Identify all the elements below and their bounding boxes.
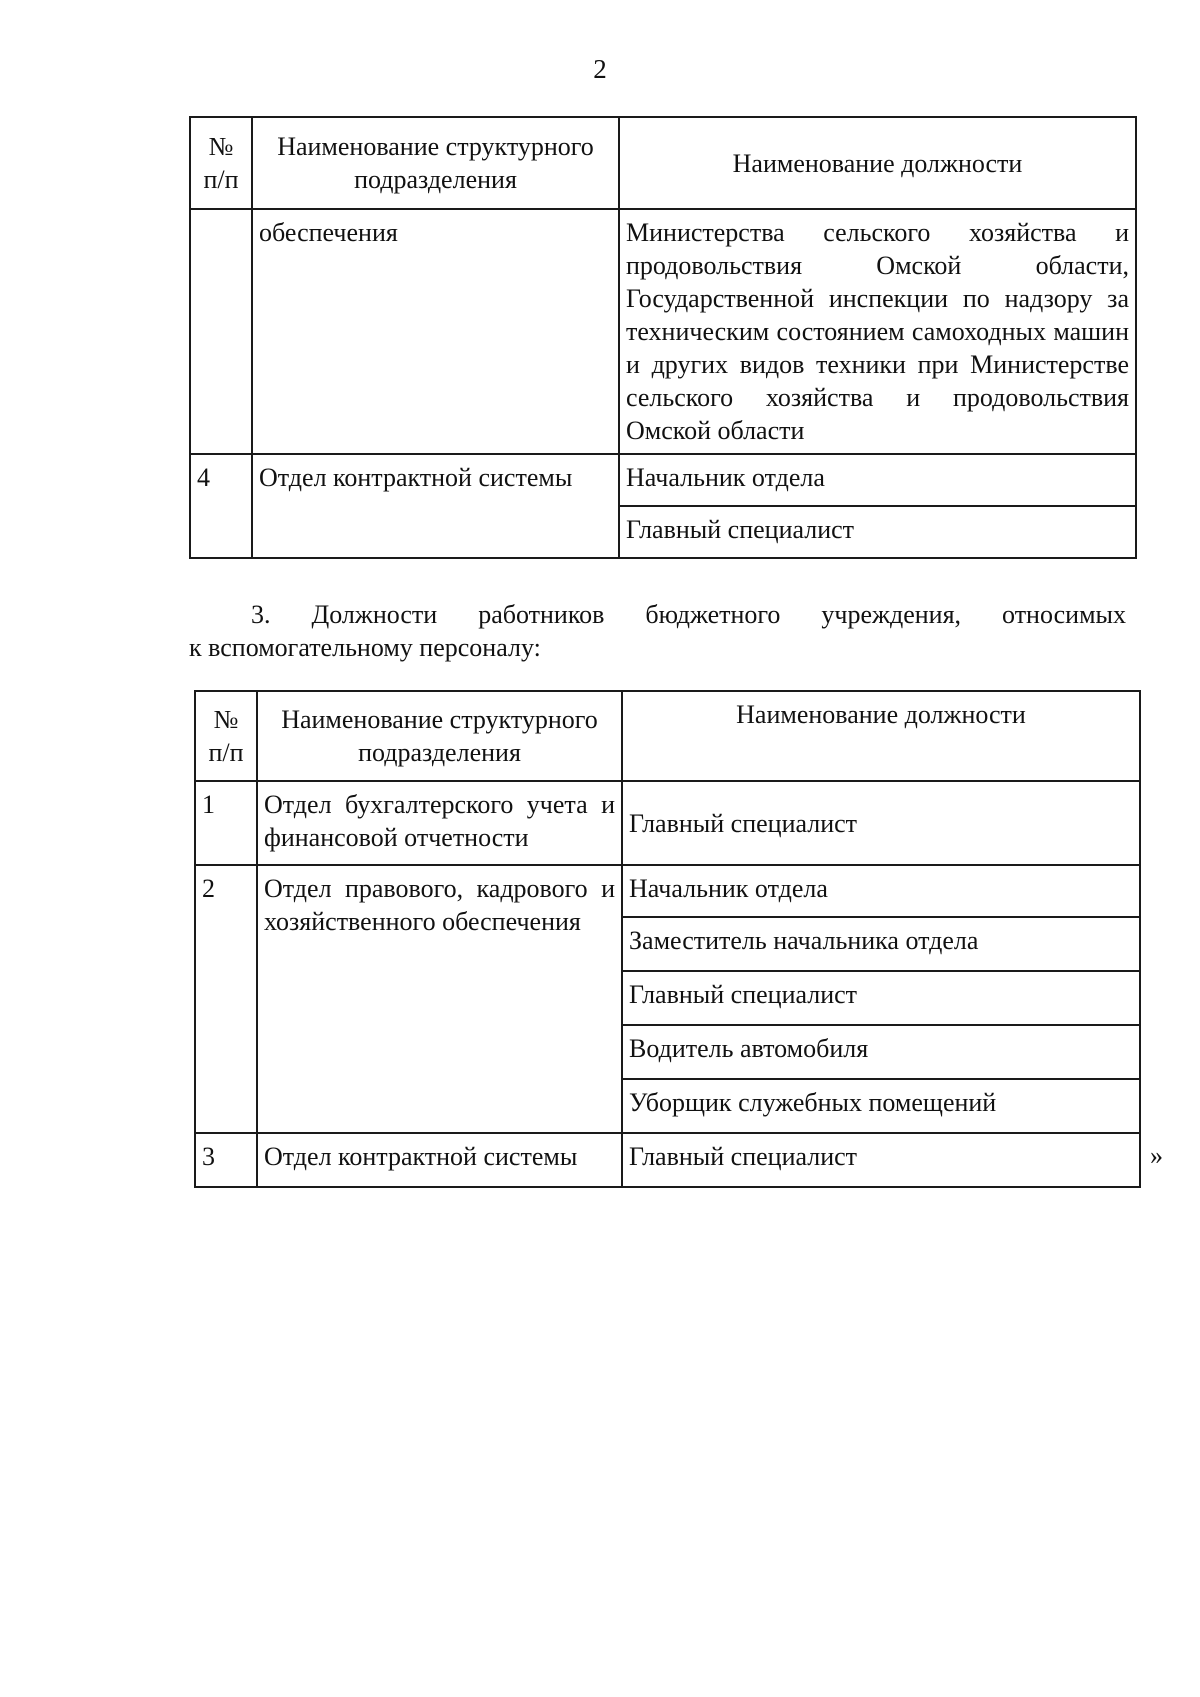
cell-position: Уборщик служебных помещений [622,1079,1140,1133]
cell-position: Начальник отдела [622,865,1140,917]
cell-unit: Отдел контрактной системы [252,454,619,558]
table-row [190,209,1136,454]
auxiliary-staff-table [194,690,1141,1188]
cell-position: Водитель автомобиля [622,1025,1140,1079]
header-position: Наименование должности [619,117,1136,209]
cell-unit: Отдел контрактной системы [257,1133,622,1187]
table-header-row [190,117,1136,209]
cell-number: 4 [190,454,252,558]
cell-position: Главный специалист [622,1133,1140,1187]
closing-quote: » [1150,1141,1163,1170]
table-row [190,454,1136,506]
table-header-row [195,691,1140,781]
cell-position: Министерства сельского хозяйства и продовольствия Омской области, Государственной инспекции по надзору за техническим состоянием самоходных машин и других видов техники при Министерстве сельского хозяйства и продовольствия Омской области [619,209,1136,454]
cell-number [190,209,252,454]
cell-position: Главный специалист [622,971,1140,1025]
table-row [195,1133,1140,1187]
header-unit: Наименование структурного подразделения [257,691,622,781]
header-unit: Наименование структурного подразделения [252,117,619,209]
cell-position: Главный специалист [622,781,1140,865]
cell-number: 2 [195,865,257,1133]
page-number: 2 [593,54,607,84]
cell-number: 1 [195,781,257,865]
positions-table-continued [189,116,1137,559]
section-3-paragraph [189,598,1126,664]
cell-position: Начальник отдела [619,454,1136,506]
table-row [195,781,1140,865]
cell-unit: Отдел бухгалтерского учета и финансовой отчетности [257,781,622,865]
cell-number: 3 [195,1133,257,1187]
section-3-line-1: 3. Должности работников бюджетного учреждения, относимых [251,600,1126,629]
cell-unit: обеспечения [252,209,619,454]
cell-unit: Отдел правового, кадрового и хозяйственного обеспечения [257,865,622,1133]
header-number: № п/п [190,117,252,209]
cell-position: Заместитель начальника отдела [622,917,1140,971]
table-row [195,865,1140,917]
section-3-line-2: к вспомогательному персоналу: [189,633,541,662]
header-position: Наименование должности [622,691,1140,781]
cell-position: Главный специалист [619,506,1136,558]
header-number: № п/п [195,691,257,781]
